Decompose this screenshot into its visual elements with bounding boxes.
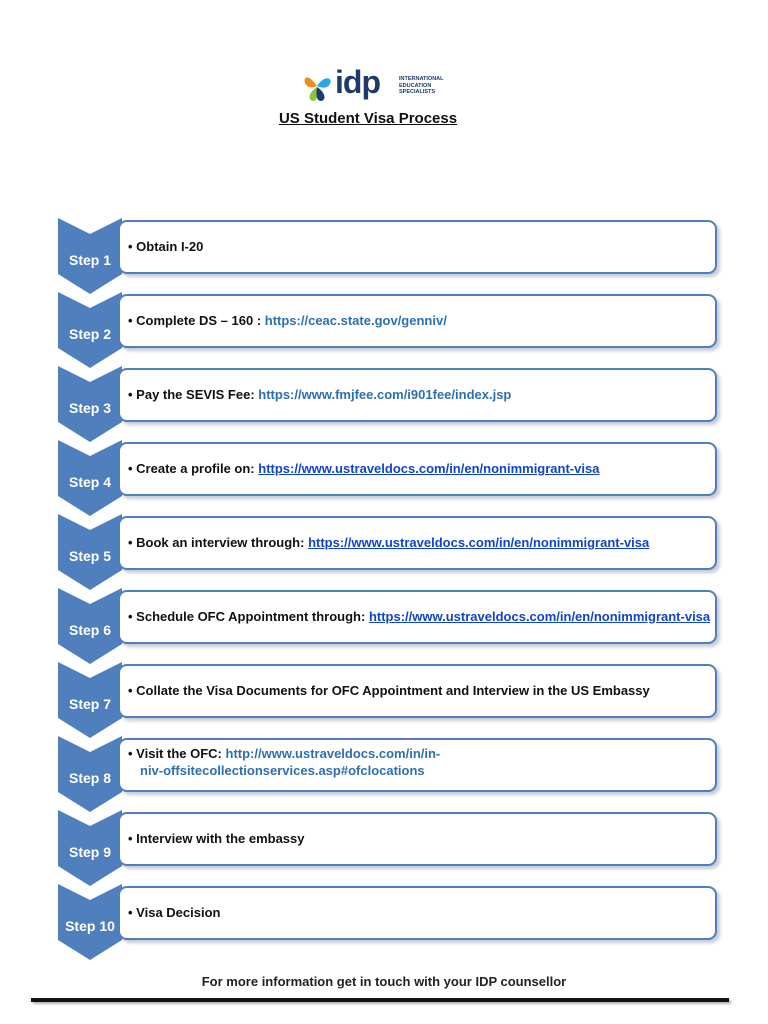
step-text <box>128 904 711 921</box>
step-description: • Schedule OFC Appointment through: <box>128 609 369 624</box>
step-description: • Collate the Visa Documents for OFC Appointment and Interview in the US Embassy <box>128 683 650 698</box>
step-label: Step 8 <box>68 770 111 786</box>
step-box <box>118 590 717 644</box>
step-label: Step 6 <box>68 622 111 638</box>
step-label: Step 10 <box>65 918 115 934</box>
step-label: Step 5 <box>68 548 111 564</box>
step-description: • Pay the SEVIS Fee: <box>128 387 259 402</box>
step-text <box>128 534 711 551</box>
step-box <box>118 368 717 422</box>
step-6 <box>58 588 720 664</box>
step-text <box>128 682 711 699</box>
step-label: Step 2 <box>68 326 111 342</box>
step-link[interactable]: https://ceac.state.gov/genniv/ <box>264 313 447 328</box>
step-link[interactable]: https://www.ustraveldocs.com/in/en/nonimmigrant-visa <box>308 535 650 550</box>
step-7 <box>58 662 720 738</box>
step-label: Step 7 <box>68 696 111 712</box>
step-box <box>118 516 717 570</box>
logo-tagline: INTERNATIONAL EDUCATION SPECIALISTS <box>399 76 444 95</box>
step-box <box>118 886 717 940</box>
step-text <box>128 830 711 847</box>
step-box <box>118 664 717 718</box>
step-link[interactable]: https://www.fmjfee.com/i901fee/index.jsp <box>258 387 512 402</box>
step-label: Step 9 <box>68 844 111 860</box>
step-label: Step 3 <box>68 400 111 416</box>
idp-butterfly-icon <box>303 70 333 104</box>
logo-wordmark: idp <box>335 64 380 100</box>
step-text <box>128 460 711 477</box>
step-link[interactable]: https://www.ustraveldocs.com/in/en/nonimmigrant-visa <box>258 461 600 476</box>
step-label: Step 4 <box>68 474 111 490</box>
page-title: US Student Visa Process <box>278 110 458 127</box>
idp-logo <box>303 64 444 104</box>
step-2 <box>58 292 720 368</box>
step-description: • Complete DS – 160 : <box>128 313 265 328</box>
step-label: Step 1 <box>68 252 111 268</box>
step-9 <box>58 810 720 886</box>
step-3 <box>58 366 720 442</box>
step-text <box>128 608 711 625</box>
step-box <box>118 738 717 792</box>
step-description: • Visa Decision <box>128 905 221 920</box>
step-10 <box>58 884 720 960</box>
step-text <box>128 238 711 255</box>
step-link[interactable]: http://www.ustraveldocs.com/in/in- <box>225 746 441 761</box>
step-8 <box>58 736 720 812</box>
footer-rule <box>31 998 729 1002</box>
step-description: • Obtain I-20 <box>128 239 204 254</box>
step-description: • Book an interview through: <box>128 535 309 550</box>
step-description: • Create a profile on: <box>128 461 259 476</box>
step-text <box>128 386 711 403</box>
step-link[interactable]: https://www.ustraveldocs.com/in/en/nonimmigrant-visa <box>368 609 711 624</box>
step-box <box>118 442 717 496</box>
step-description: • Visit the OFC: <box>128 746 226 761</box>
step-text <box>128 745 711 779</box>
step-link-continued[interactable]: niv-offsitecollectionservices.asp#ofclocations <box>140 763 425 778</box>
step-1 <box>58 218 720 294</box>
step-box <box>118 294 717 348</box>
step-text <box>128 312 711 329</box>
step-box <box>118 812 717 866</box>
step-5 <box>58 514 720 590</box>
footer-note: For more information get in touch with your IDP counsellor <box>201 974 567 989</box>
step-description: • Interview with the embassy <box>128 831 305 846</box>
step-4 <box>58 440 720 516</box>
step-box <box>118 220 717 274</box>
